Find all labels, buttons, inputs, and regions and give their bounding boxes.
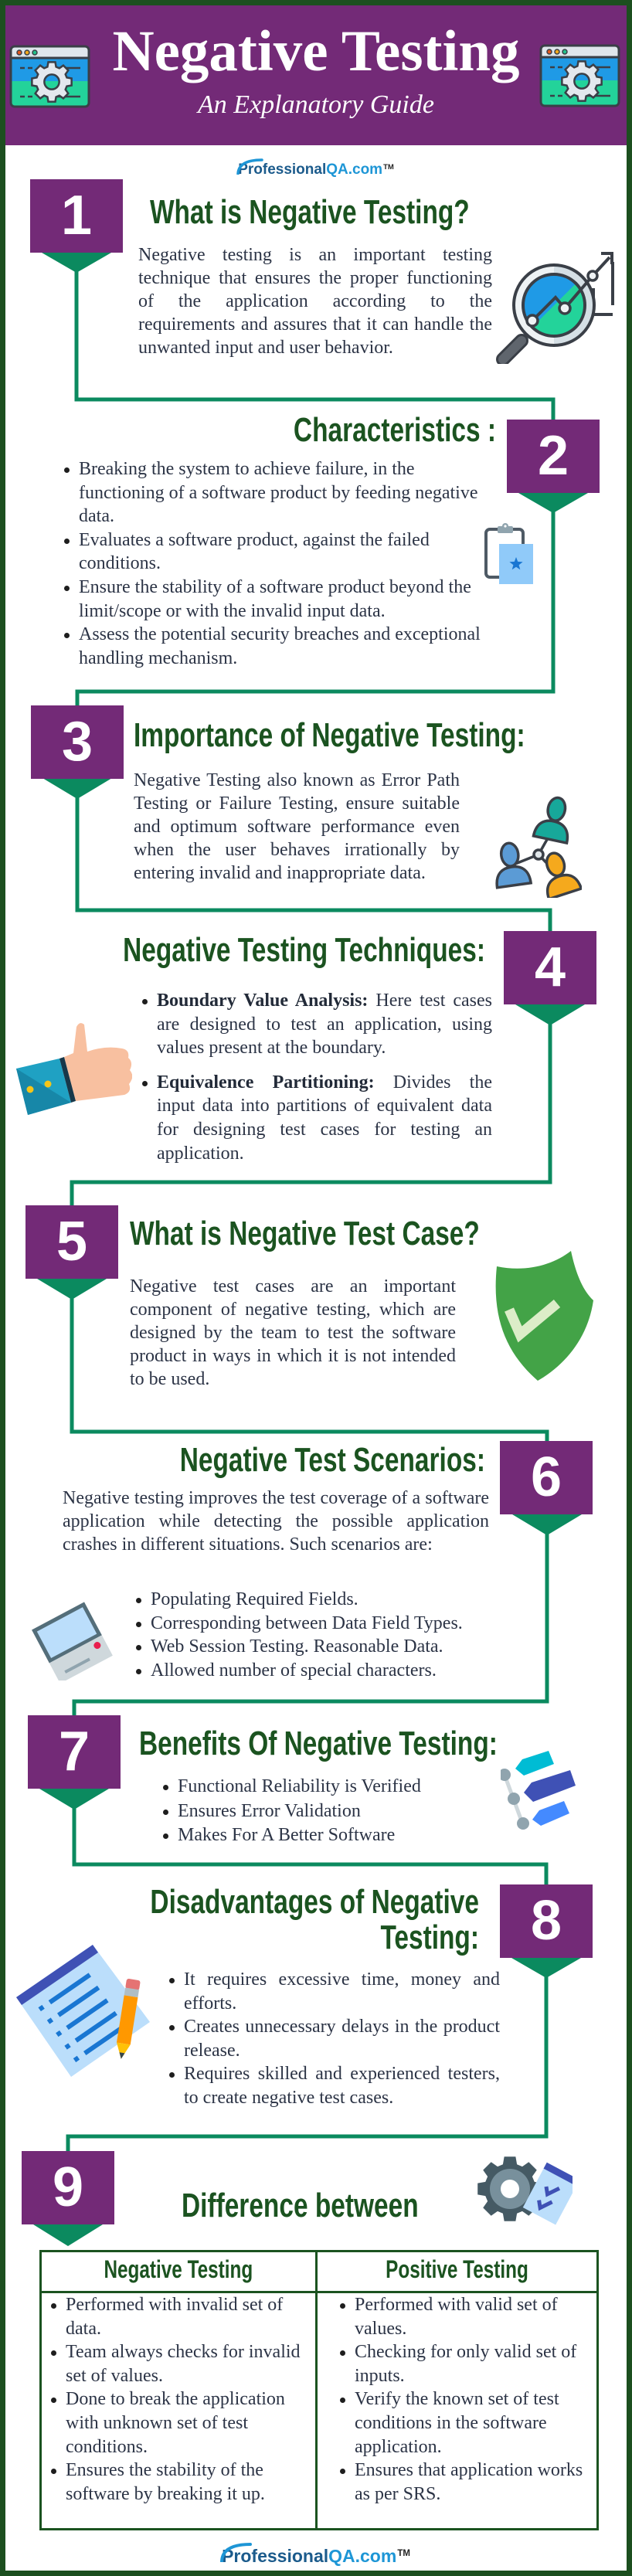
section-body-test-scenarios: Negative testing improves the test coverage of a software application while detecting the possible application crashes in different situations. Such scenarios are: bbox=[63, 1488, 489, 1555]
magnifier-chart-icon bbox=[492, 243, 616, 368]
step-number-5: 5 bbox=[25, 1205, 118, 1279]
logo-trademark: TM bbox=[383, 163, 394, 172]
step-number-6: 6 bbox=[500, 1441, 593, 1514]
page-title: Negative Testing bbox=[112, 19, 520, 83]
list-item: Done to break the application with unknown set of test conditions. bbox=[66, 2387, 309, 2459]
list-item: Makes For A Better Software bbox=[178, 1823, 471, 1848]
logo-brand-main: Professional bbox=[238, 161, 327, 178]
step-number-9: 9 bbox=[22, 2151, 114, 2224]
list-item: Ensure the stability of a software product beyond the limit/scope or with the invalid input data. bbox=[79, 576, 488, 623]
section-body-negative-test-case: Negative test cases are an important component of negative testing, which are designed by the team to test the software product in ways in which it is not intended to be used. bbox=[130, 1276, 456, 1389]
workflow-tags-icon bbox=[501, 1750, 584, 1836]
step-number-8: 8 bbox=[500, 1884, 593, 1958]
section-title-difference: Difference between bbox=[182, 2187, 419, 2224]
gear-checklist-icon bbox=[477, 2154, 573, 2229]
list-item: Performed with valid set of values. bbox=[355, 2293, 591, 2340]
tablet-device-icon bbox=[29, 1594, 115, 1684]
list-item: Creates unnecessary delays in the product release. bbox=[184, 2015, 500, 2062]
step-number-2: 2 bbox=[507, 420, 600, 493]
shield-check-icon bbox=[480, 1249, 594, 1386]
list-item: Assess the potential security breaches and exceptional handling mechanism. bbox=[79, 623, 488, 670]
logo-brand-main: Professional bbox=[222, 2546, 329, 2566]
page-subtitle: An Explanatory Guide bbox=[198, 90, 434, 119]
header-banner bbox=[5, 5, 627, 145]
list-item bbox=[157, 989, 492, 1060]
footer-brand-logo bbox=[0, 2546, 632, 2566]
characteristics-list bbox=[79, 457, 488, 670]
positive-testing-list bbox=[355, 2293, 591, 2506]
table-cell-negative bbox=[42, 2293, 318, 2528]
list-item: Web Session Testing. Reasonable Data. bbox=[151, 1635, 491, 1659]
disadvantages-list bbox=[184, 1968, 500, 2110]
section-title-characteristics: Characteristics : bbox=[293, 411, 496, 449]
thumbs-up-icon bbox=[16, 1022, 132, 1120]
techniques-list bbox=[157, 989, 492, 1176]
logo-brand-accent: QA.com bbox=[326, 161, 383, 178]
notepad-pencil-icon bbox=[16, 1945, 152, 2082]
technique-label: Boundary Value Analysis: bbox=[157, 991, 369, 1011]
list-item: Checking for only valid set of inputs. bbox=[355, 2340, 591, 2387]
logo-trademark: TM bbox=[397, 2548, 410, 2558]
table-header-positive: Positive Testing bbox=[318, 2252, 596, 2293]
technique-label: Equivalence Partitioning: bbox=[157, 1072, 375, 1093]
section-body-importance: Negative Testing also known as Error Path Testing or Failure Testing, ensure suitable and optimum software performance even when the user behaves irrationally by entering invalid and inappropriate data. bbox=[134, 770, 460, 883]
technique-text: Divides the input data into partitions of equivalent data for designing test cases for testing an application. bbox=[157, 1072, 492, 1164]
clipboard-star-icon bbox=[484, 523, 534, 589]
section-title-what-is-negative-testing: What is Negative Testing? bbox=[150, 193, 470, 231]
section-title-test-scenarios: Negative Test Scenarios: bbox=[179, 1441, 485, 1479]
list-item: Populating Required Fields. bbox=[151, 1588, 491, 1612]
logo-brand-accent: QA.com bbox=[328, 2546, 397, 2566]
list-item: Corresponding between Data Field Types. bbox=[151, 1612, 491, 1636]
table-cell-positive bbox=[318, 2293, 596, 2528]
list-item: Functional Reliability is Verified bbox=[178, 1775, 471, 1799]
browser-gear-icon bbox=[539, 44, 620, 107]
technique-text: Here test cases are designed to test an application, using values present at the boundary. bbox=[157, 991, 492, 1059]
list-item: Verify the known set of test conditions in the software application. bbox=[355, 2387, 591, 2459]
list-item: Evaluates a software product, against the failed conditions. bbox=[79, 528, 488, 576]
brand-logo bbox=[0, 161, 632, 178]
list-item: Performed with invalid set of data. bbox=[66, 2293, 309, 2340]
section-title-techniques: Negative Testing Techniques: bbox=[123, 931, 485, 969]
list-item: Allowed number of special characters. bbox=[151, 1659, 491, 1683]
logo-arc-icon bbox=[236, 158, 263, 175]
comparison-table bbox=[39, 2250, 599, 2530]
list-item: Breaking the system to achieve failure, in the functioning of a software product by feeding negative data. bbox=[79, 457, 488, 528]
list-item: Team always checks for invalid set of values. bbox=[66, 2340, 309, 2387]
list-item: Ensures Error Validation bbox=[178, 1799, 471, 1824]
benefits-list bbox=[178, 1775, 471, 1848]
section-title-negative-test-case: What is Negative Test Case? bbox=[130, 1215, 480, 1252]
list-item bbox=[157, 1071, 492, 1165]
team-network-icon bbox=[481, 787, 582, 902]
step-number-1: 1 bbox=[30, 179, 123, 253]
logo-arc-icon bbox=[219, 2542, 252, 2562]
list-item: It requires excessive time, money and efforts. bbox=[184, 1968, 500, 2015]
section-title-importance: Importance of Negative Testing: bbox=[134, 716, 525, 754]
section-body-what-is-negative-testing: Negative testing is an important testing technique that ensures the proper functioning of the application according to the requirements and assures that it can handle the unwanted input and user behavior. bbox=[138, 245, 492, 358]
table-header-negative: Negative Testing bbox=[42, 2252, 318, 2293]
scenarios-list bbox=[151, 1588, 491, 1682]
step-number-4: 4 bbox=[504, 931, 596, 1004]
list-item: Ensures that application works as per SRS. bbox=[355, 2459, 591, 2506]
step-number-7: 7 bbox=[28, 1715, 121, 1789]
section-title-benefits: Benefits Of Negative Testing: bbox=[139, 1725, 498, 1762]
list-item: Ensures the stability of the software by breaking it up. bbox=[66, 2459, 309, 2506]
section-title-disadvantages: Disadvantages of Negative Testing: bbox=[150, 1883, 479, 1956]
list-item: Requires skilled and experienced testers, to create negative test cases. bbox=[184, 2062, 500, 2109]
step-number-3: 3 bbox=[31, 705, 124, 779]
negative-testing-list bbox=[66, 2293, 309, 2506]
